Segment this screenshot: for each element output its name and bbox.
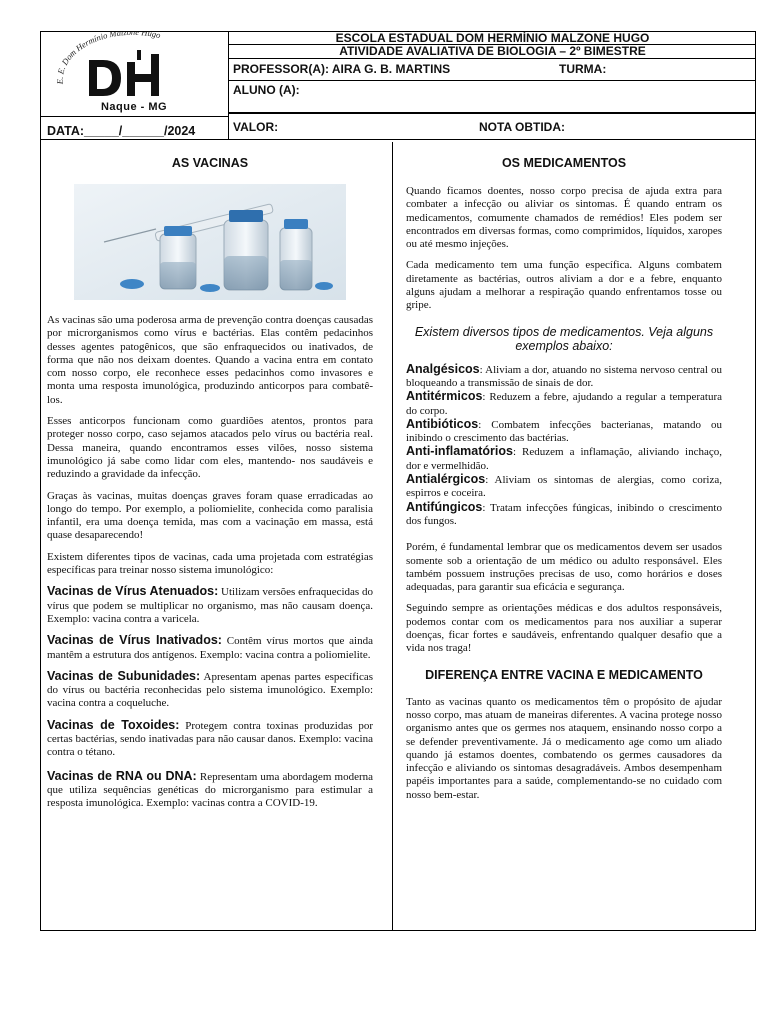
vaccine-type-item	[47, 770, 373, 811]
vaccines-paragraph-2: Esses anticorpos funcionam como guardiões atentos, prontos para proteger nosso corpo, caso sejamos atacados pelo vírus ou bactéria real. Dessa maneira, quando encontramos esses vilões, nosso sistema imunológico já sabe como lidar com eles, mantendo- nos saudáveis e reduzindo a gravidade da infecção.	[47, 415, 373, 481]
student-field[interactable]: ALUNO (A):	[229, 81, 756, 113]
medicines-paragraph-4: Seguindo sempre as orientações médicas e dos adultos responsáveis, podemos contar com os medicamentos para nos auxiliar a superar doenças, ficar fortes e saudáveis, enfrentando qualquer desafio que a vida nos traga!	[406, 602, 722, 655]
vaccine-type-desc: Contêm vírus mortos que ainda mantêm a estrutura dos antígenos. Exemplo: vacina contra a poliomielite.	[47, 635, 373, 661]
medicine-type-item	[406, 363, 722, 391]
medicines-paragraph-1: Quando ficamos doentes, nosso corpo precisa de ajuda extra para combater a infecção ou aliviar os sintomas. É quando entram os medicamentos, comumente chamados de remédios! Eles podem ser encontrados em diversas formas, como comprimidos, líquidos, xaropes ou até mesmo injeções.	[406, 185, 722, 251]
medicine-type-term: Analgésicos	[406, 361, 480, 376]
vaccines-paragraph-3: Graças às vacinas, muitas doenças graves foram quase erradicadas ao longo do tempo. Por exemplo, a poliomielite, conhecida como paralisia infantil, era uma doença temida, mas com a vacinação em massa, está quase desaparecendo!	[47, 489, 373, 542]
medicines-paragraph-2: Cada medicamento tem uma função específica. Alguns combatem diretamente as bactérias, outros aliviam a dor e a febre, enquanto alguns ajudam a melhorar a respiração quando enfrentamos tosse ou gripe.	[406, 259, 722, 312]
medicine-type-desc: : Aliviam a dor, atuando no sistema nervoso central ou bloqueando a transmissão de sinais de dor.	[406, 363, 722, 389]
left-border	[40, 140, 41, 931]
vaccine-type-desc: Representam uma abordagem moderna que utiliza sequências genéticas do microrganismo para estimular a resposta imunológica. Exemplo: vacinas contra a COVID-19.	[47, 770, 373, 810]
medicine-type-item	[406, 418, 722, 446]
column-divider	[392, 142, 393, 931]
medicine-type-item	[406, 501, 722, 529]
medicine-type-term: Antialérgicos	[406, 472, 486, 487]
medicine-type-term: Anti-inflamatórios	[406, 444, 513, 459]
vaccines-title: AS VACINAS	[171, 156, 249, 170]
medicine-type-term: Antitérmicos	[406, 389, 483, 404]
difference-paragraph: Tanto as vacinas quanto os medicamentos têm o propósito de ajudar nosso corpo, mas atuam de maneiras diferentes. A vacina protege nosso organismo antes que os germes nos ataquem, ensinando nosso corpo a se defender preventivamente. Já o medicamento age como um aliado quando já estamos doentes, combatendo os germes causadores da infecção e aliviando os sintomas desagradáveis. Ambos desempenham papéis importantes para a saúde, complementando-se no cuidado com nosso bem-estar.	[406, 695, 722, 801]
vaccine-type-desc: Protegem contra toxinas produzidas por certas bactérias, sendo inativadas para não causar danos. Exemplo: vacina contra o tétano.	[47, 719, 373, 759]
logo-city: Naque - MG	[100, 101, 168, 113]
vaccine-type-item	[47, 634, 373, 662]
medicines-types-intro: Existem diversos tipos de medicamentos. Veja alguns exemplos abaixo:	[414, 324, 714, 353]
medicines-paragraph-3: Porém, é fundamental lembrar que os medicamentos devem ser usados somente sob a orientação de um médico ou adulto responsável. Eles também possuem instruções precisas de uso, como horários e doses adequadas, para garantir sua eficácia e segurança.	[406, 541, 722, 594]
medicine-type-desc: : Aliviam os sintomas de alergias, como coriza, espirros e coceira.	[406, 474, 722, 500]
difference-title: DIFERENÇA ENTRE VACINA E MEDICAMENTO	[425, 667, 703, 682]
school-logo-mark	[41, 32, 227, 115]
vaccine-type-term: Vacinas de Toxoides:	[47, 717, 180, 732]
vaccines-column	[47, 156, 373, 811]
bottom-border	[40, 930, 756, 931]
vaccine-type-term: Vacinas de RNA ou DNA:	[47, 768, 197, 783]
date-field[interactable]: DATA:_____/______/2024	[41, 116, 229, 140]
grade-field[interactable]: NOTA OBTIDA:	[479, 120, 565, 134]
class-field[interactable]: TURMA:	[559, 62, 607, 76]
medicine-type-desc: : Tratam infecções fúngicas, inibindo o crescimento dos fungos.	[406, 501, 722, 527]
vaccines-paragraph-4: Existem diferentes tipos de vacinas, cada uma projetada com estratégias específicas para treinar nosso sistema imunológico:	[47, 550, 373, 577]
right-border	[755, 140, 756, 931]
vaccines-paragraph-1: As vacinas são uma poderosa arma de prevenção contra doenças causadas por microrganismos como vírus e bactérias. Elas contêm pedacinhos desses agentes patogênicos, que são enfraquecidos ou inativados, de forma que não nos deixam doentes. Quando a vacina entra em contato com nosso corpo, ele reconhece esses pedacinhos como invasores e monta uma resposta imunológica, produzindo anticorpos para combatê-los.	[47, 314, 373, 406]
medicine-type-term: Antifúngicos	[406, 499, 483, 514]
teacher-name: PROFESSOR(A): AIRA G. B. MARTINS	[233, 62, 451, 76]
medicine-type-item	[406, 445, 722, 473]
school-logo	[41, 32, 229, 116]
value-field[interactable]: VALOR:	[233, 120, 279, 134]
medicine-type-item	[406, 473, 722, 501]
vaccine-type-desc: Apresentam apenas partes específicas do vírus ou bactéria reconhecidas pelo sistema imunológico. Exemplo: vacina contra a coqueluche.	[47, 670, 373, 710]
vaccine-type-desc: Utilizam versões enfraquecidas do vírus que podem se multiplicar no organismo, mas não causam doença. Exemplo: vacina contra a varicela.	[47, 586, 373, 625]
vaccine-type-term: Vacinas de Vírus Inativados:	[47, 633, 222, 648]
medicines-column	[406, 156, 722, 802]
medicine-type-desc: : Combatem infecções bacterianas, matando ou inibindo o crescimento das bactérias.	[406, 418, 722, 445]
medicine-type-desc: : Reduzem a febre, ajudando a regular a temperatura do corpo.	[406, 391, 722, 417]
vaccine-type-term: Vacinas de Subunidades:	[47, 668, 201, 683]
vaccine-type-term: Vacinas de Vírus Atenuados:	[47, 584, 219, 599]
medicine-type-term: Antibióticos	[406, 416, 479, 431]
vaccine-type-item	[47, 670, 373, 711]
activity-title: ATIVIDADE AVALIATIVA DE BIOLOGIA – 2º BIMESTRE	[229, 45, 756, 59]
medicines-title: OS MEDICAMENTOS	[501, 156, 627, 170]
medicine-type-desc: : Reduzem a inflamação, aliviando inchaço, dor e vermelhidão.	[406, 446, 722, 472]
vaccine-type-item	[47, 719, 373, 760]
value-row	[229, 113, 756, 140]
school-name: ESCOLA ESTADUAL DOM HERMÍNIO MALZONE HUGO	[229, 32, 756, 45]
logo-arc-text: E. E. Dom Hermínio Malz Hugo	[54, 32, 162, 85]
vaccine-vials-photo	[74, 184, 346, 300]
header-table	[40, 31, 756, 140]
vaccine-type-item	[47, 585, 373, 626]
teacher-row	[229, 59, 756, 81]
medicine-type-item	[406, 390, 722, 418]
